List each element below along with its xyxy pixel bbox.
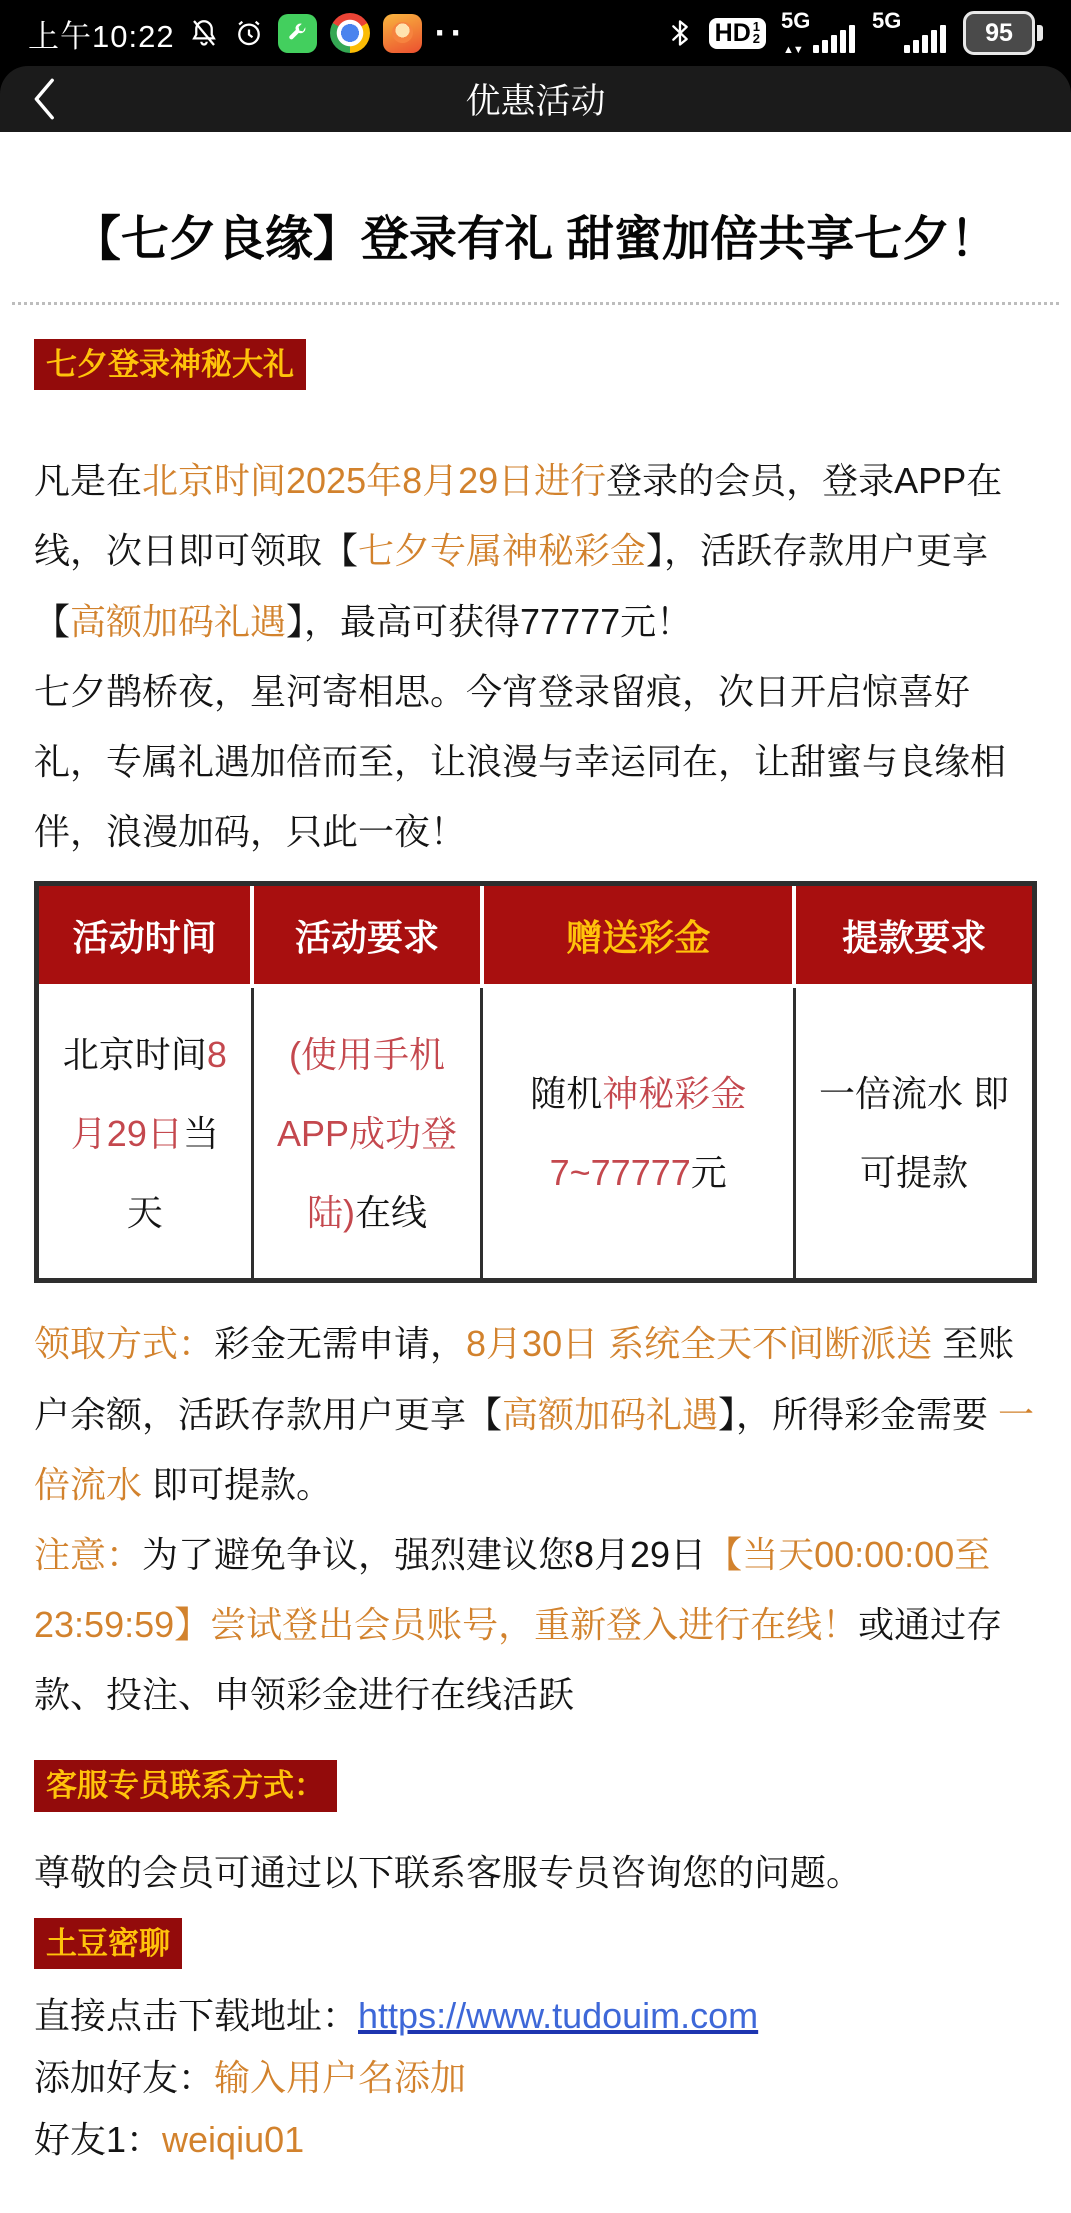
col-header-requirement: 活动要求 [252, 884, 482, 987]
col-header-time: 活动时间 [37, 884, 253, 987]
network-type-label: 5G [872, 8, 902, 33]
table-header-row [37, 884, 1035, 987]
more-apps-indicator: ·· [434, 12, 467, 53]
contact-intro: 尊敬的会员可通过以下联系客服专员咨询您的问题。 [34, 1851, 863, 1893]
col-header-withdraw: 提款要求 [794, 884, 1034, 987]
promo-title: 【七夕良缘】登录有礼 甜蜜加倍共享七夕！ [72, 213, 999, 266]
download-link[interactable]: https://www.tudouim.com [358, 1994, 759, 2036]
page-title: 优惠活动 [465, 82, 606, 121]
back-icon[interactable] [30, 76, 60, 122]
battery-icon [963, 11, 1043, 55]
bluetooth-icon [666, 16, 694, 50]
intro-paragraph: 凡是在北京时间2025年8月29日进行登录的会员，登录APP在线，次日即可领取【七夕专属神秘彩金】，活跃存款用户更享【高额加码礼遇】，最高可获得77777元！ [34, 460, 1003, 642]
nav-bar [0, 66, 1071, 132]
hd-volte-icon [709, 18, 766, 49]
network-type-label: 5G [781, 8, 811, 33]
signal-icon-sim1 [781, 10, 857, 56]
orange-app-icon [383, 14, 422, 53]
status-bar [0, 0, 1071, 66]
hd-label: HD [714, 18, 751, 47]
tools-app-icon [278, 14, 317, 53]
dotted-divider [12, 302, 1059, 305]
muted-bell-icon [188, 17, 220, 49]
alarm-icon [233, 17, 265, 49]
section-badge-login-gift: 七夕登录神秘大礼 [34, 339, 306, 390]
notice-paragraph: 注意：为了避免争议，强烈建议您8月29日【当天00:00:00至23:59:59】尝试登出会员账号，重新登入进行在线！或通过存款、投注、申领彩金进行在线活跃 [34, 1533, 1003, 1716]
signal-bars [813, 25, 855, 53]
section-badge-contact: 客服专员联系方式： [34, 1760, 337, 1811]
add-friend-line: 添加好友：输入用户名添加 [34, 2056, 467, 2098]
battery-percent: 95 [985, 18, 1013, 47]
poem-paragraph: 七夕鹊桥夜，星河寄相思。今宵登录留痕，次日开启惊喜好礼，专属礼遇加倍而至，让浪漫与幸运同在，让甜蜜与良缘相伴，浪漫加码，只此一夜！ [34, 670, 1007, 853]
col-header-bonus: 赠送彩金 [482, 884, 795, 987]
claim-method-paragraph: 领取方式：彩金无需申请，8月30日 系统全天不间断派送 至账户余额，活跃存款用户更享【高额加码礼遇】，所得彩金需要 一倍流水 即可提款。 [34, 1323, 1035, 1505]
friend1-line: 好友1：weiqiu01 [34, 2118, 305, 2160]
status-bar-left [28, 11, 467, 56]
chrome-icon [330, 13, 370, 53]
badge-row [34, 1760, 1037, 1811]
cell-withdraw: 一倍流水 即可提款 [794, 986, 1034, 1281]
status-bar-right [666, 10, 1043, 56]
clock-text: 上午10:22 [28, 18, 175, 54]
table-row [37, 986, 1035, 1281]
download-line [34, 1985, 1037, 2047]
hd-fraction: 1 2 [752, 19, 760, 46]
promo-table [34, 881, 1037, 1283]
badge-row [34, 339, 1037, 390]
promo-content [0, 132, 1071, 2213]
download-label: 直接点击下载地址： [34, 1994, 359, 2036]
contact-block [34, 1985, 1037, 2171]
cell-requirement: (使用手机APP成功登陆)在线 [252, 986, 482, 1281]
signal-bars [904, 25, 946, 53]
data-arrows-icon: ▲▼ [783, 44, 803, 56]
signal-icon-sim2 [872, 10, 948, 56]
section-badge-tudou: 土豆密聊 [34, 1918, 182, 1969]
cell-bonus: 随机神秘彩金7~77777元 [482, 986, 795, 1281]
badge-row [34, 1918, 1037, 1969]
cell-time: 北京时间8月29日当天 [37, 986, 253, 1281]
